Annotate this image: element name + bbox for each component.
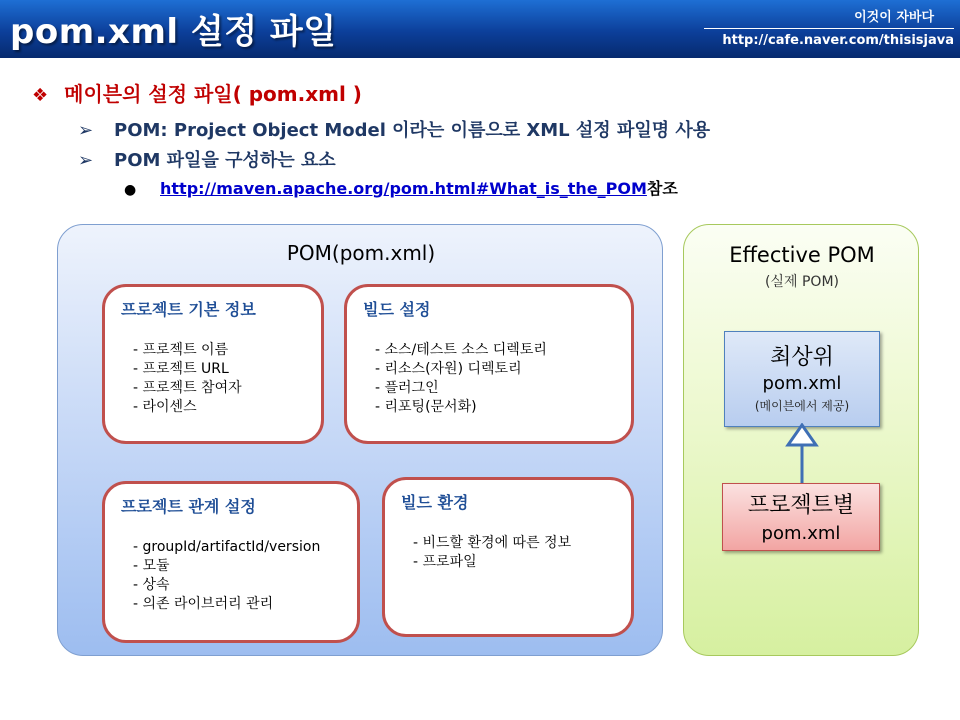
card-heading: 빌드 환경 bbox=[401, 493, 469, 512]
arrow-bullet-icon: ➢ bbox=[78, 120, 94, 141]
brand-block bbox=[704, 6, 954, 48]
card-list bbox=[375, 341, 547, 417]
effective-pom-title: Effective POM bbox=[729, 243, 875, 267]
list-item: - 프로파일 bbox=[413, 554, 477, 570]
top-box-line3: (메이븐에서 제공) bbox=[754, 399, 850, 413]
list-item: - 리소스(자원) 디렉토리 bbox=[375, 361, 522, 377]
list-item: - 프로젝트 이름 bbox=[133, 342, 229, 358]
pom-panel bbox=[57, 224, 663, 656]
bullet-sub-2 bbox=[78, 146, 336, 172]
card-list bbox=[133, 538, 320, 614]
list-item: - 플러그인 bbox=[375, 380, 439, 396]
diamond-bullet-icon: ❖ bbox=[32, 85, 49, 106]
list-item: - groupId/artifactId/version bbox=[133, 539, 321, 555]
card-build-settings bbox=[344, 284, 634, 444]
pom-reference-link[interactable]: http://maven.apache.org/pom.html#What_is_the_POM bbox=[160, 179, 647, 198]
list-item: - 리포팅(문서화) bbox=[375, 399, 477, 415]
pom-panel-title: POM(pom.xml) bbox=[286, 241, 436, 265]
card-project-basic bbox=[102, 284, 324, 444]
list-item: - 프로젝트 참여자 bbox=[133, 380, 242, 396]
card-list bbox=[133, 341, 242, 417]
list-item: - 라이센스 bbox=[133, 399, 197, 415]
bullet-main bbox=[32, 78, 362, 107]
card-build-environment bbox=[382, 477, 634, 637]
bullet-sub-1 bbox=[78, 116, 710, 142]
top-box-line1: 최상위 bbox=[770, 345, 834, 370]
brand-url: http://cafe.naver.com/thisisjava bbox=[722, 33, 954, 48]
effective-pom-subtitle: (실제 POM) bbox=[765, 274, 839, 290]
dot-bullet-icon: ● bbox=[124, 182, 137, 198]
project-pom-box bbox=[722, 483, 880, 551]
page-title: pom.xml 설정 파일 bbox=[10, 12, 337, 52]
list-item: - 프로젝트 URL bbox=[133, 361, 229, 377]
bullet-main-text: 메이븐의 설정 파일( pom.xml ) bbox=[64, 82, 362, 106]
card-heading: 프로젝트 기본 정보 bbox=[121, 300, 256, 319]
title-bar bbox=[0, 0, 960, 58]
card-list bbox=[413, 534, 571, 572]
bullet-link-line bbox=[124, 176, 678, 199]
bottom-box-line2: pom.xml bbox=[761, 523, 841, 544]
bullet-sub-2-text: POM 파일을 구성하는 요소 bbox=[114, 150, 336, 171]
list-item: - 상속 bbox=[133, 577, 170, 593]
inheritance-arrow-icon bbox=[782, 423, 822, 485]
brand-divider bbox=[704, 28, 954, 29]
list-item: - 모듈 bbox=[133, 558, 170, 574]
card-heading: 프로젝트 관계 설정 bbox=[121, 497, 256, 516]
list-item: - 비드할 환경에 따른 정보 bbox=[413, 535, 572, 551]
effective-pom-panel bbox=[683, 224, 919, 656]
brand-name: 이것이 자바다 bbox=[854, 10, 934, 25]
top-box-line2: pom.xml bbox=[762, 373, 842, 394]
bullet-sub-1-text: POM: Project Object Model 이라는 이름으로 XML 설정 파일명 사용 bbox=[114, 120, 711, 141]
arrow-bullet-icon: ➢ bbox=[78, 150, 94, 171]
link-suffix: 참조 bbox=[646, 179, 678, 198]
card-heading: 빌드 설정 bbox=[363, 300, 431, 319]
bottom-box-line1: 프로젝트별 bbox=[747, 493, 855, 518]
card-project-relations bbox=[102, 481, 360, 643]
top-level-pom-box bbox=[724, 331, 880, 427]
list-item: - 소스/테스트 소스 디렉토리 bbox=[375, 342, 547, 358]
list-item: - 의존 라이브러리 관리 bbox=[133, 596, 274, 612]
